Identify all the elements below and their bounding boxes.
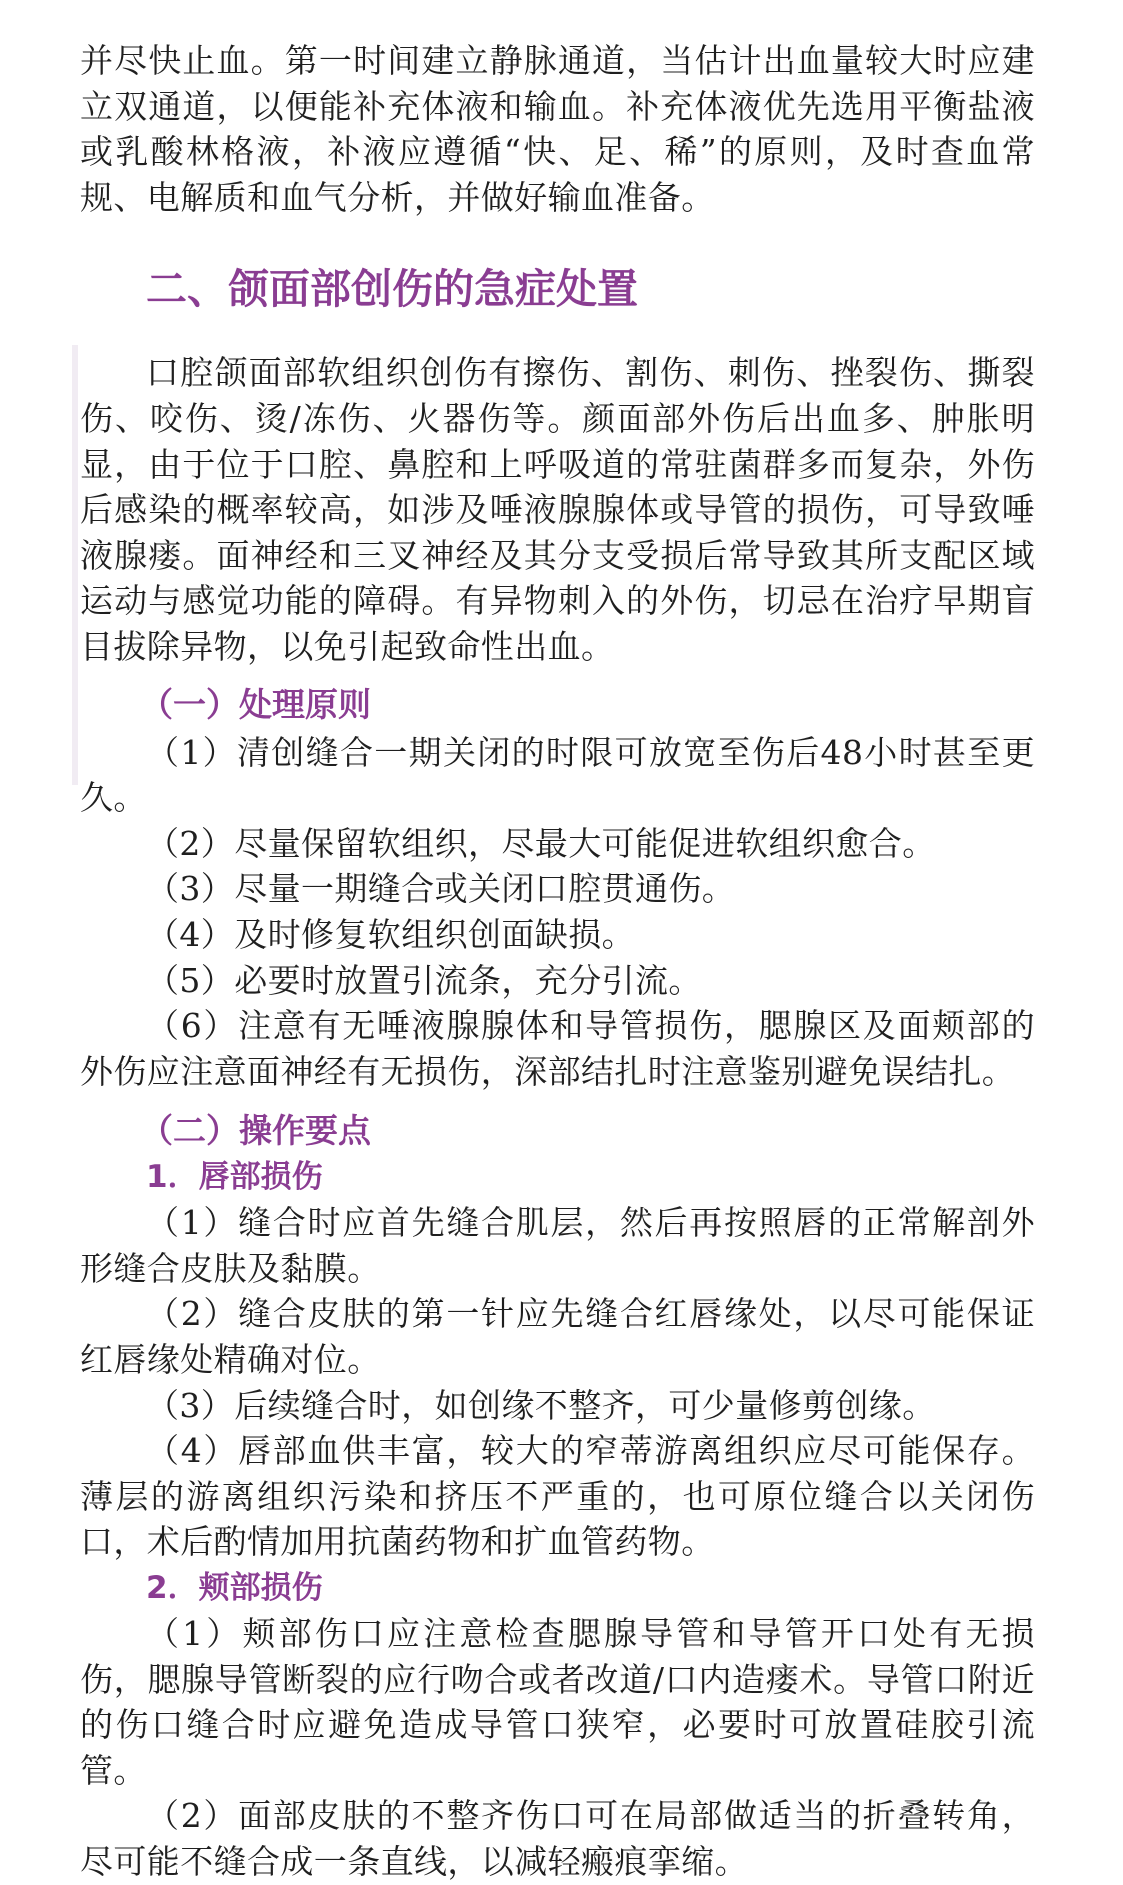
spacer — [80, 1094, 1035, 1108]
lip-item: （1）缝合时应首先缝合肌层，然后再按照唇的正常解剖外形缝合皮肤及黏膜。 — [80, 1203, 1035, 1288]
section-intro: 口腔颌面部软组织创伤有擦伤、割伤、刺伤、挫裂伤、撕裂伤、咬伤、烫/冻伤、火器伤等。颜面部外伤后出血多、肿胀明显，由于位于口腔、鼻腔和上呼吸道的常驻菌群多而复杂，外伤后感染的概率较高，如涉及唾液腺腺体或导管的损伤，可导致唾液腺瘘。面神经和三叉神经及其分支受损后常导致其所支配区域运动与感觉功能的障碍。有异物刺入的外伤，切忌在治疗早期盲目拔除异物，以免引起致命性出血。 — [80, 353, 1035, 666]
lip-item: （4）唇部血供丰富，较大的窄蒂游离组织应尽可能保存。薄层的游离组织污染和挤压不严重的，也可原位缝合以关闭伤口，术后酌情加用抗菌药物和扩血管药物。 — [80, 1431, 1035, 1562]
lip-item: （2）缝合皮肤的第一针应先缝合红唇缘处，以尽可能保证红唇缘处精确对位。 — [80, 1294, 1035, 1380]
margin-shade — [72, 345, 78, 785]
principle-item: （3）尽量一期缝合或关闭口腔贯通伤。 — [146, 869, 736, 909]
principles-title: （一）处理原则 — [140, 684, 371, 724]
principle-item: （5）必要时放置引流条，充分引流。 — [146, 960, 702, 1000]
spacer — [80, 220, 1035, 264]
principle-item: （1）清创缝合一期关闭的时限可放宽至伤后48小时甚至更久。 — [80, 732, 1035, 818]
lip-item: （3）后续缝合时，如创缘不整齐，可少量修剪创缘。 — [146, 1385, 936, 1425]
intro-paragraph: 并尽快止血。第一时间建立静脉通道，当估计出血量较大时应建立双通道，以便能补充体液和输血。补充体液优先选用平衡盐液或乳酸林格液，补液应遵循“快、足、稀”的原则，及时查血常规、电解质和血气分析，并做好输血准备。 — [80, 41, 1035, 217]
spacer — [80, 670, 1035, 682]
cheek-injury-title: 2．颊部损伤 — [146, 1570, 323, 1607]
principle-item: （2）尽量保留软组织，尽最大可能促进软组织愈合。 — [146, 823, 936, 863]
principle-item: （6）注意有无唾液腺腺体和导管损伤，腮腺区及面颊部的外伤应注意面神经有无损伤，深部结扎时注意鉴别避免误结扎。 — [80, 1006, 1035, 1091]
cheek-item: （1）颊部伤口应注意检查腮腺导管和导管开口处有无损伤，腮腺导管断裂的应行吻合或者改道/口内造瘘术。导管口附近的伤口缝合时应避免造成导管口狭窄，必要时可放置硅胶引流管。 — [80, 1614, 1035, 1790]
principle-item: （4）及时修复软组织创面缺损。 — [146, 914, 635, 954]
document-page — [80, 38, 1035, 1885]
section-title: 二、颌面部创伤的急症处置 — [146, 265, 638, 314]
cheek-item: （2）面部皮肤的不整齐伤口可在局部做适当的折叠转角，尽可能不缝合成一条直线，以减轻瘢痕挛缩。 — [80, 1796, 1035, 1881]
spacer — [80, 314, 1035, 350]
operations-title: （二）操作要点 — [140, 1111, 371, 1151]
lip-injury-title: 1．唇部损伤 — [146, 1159, 323, 1196]
